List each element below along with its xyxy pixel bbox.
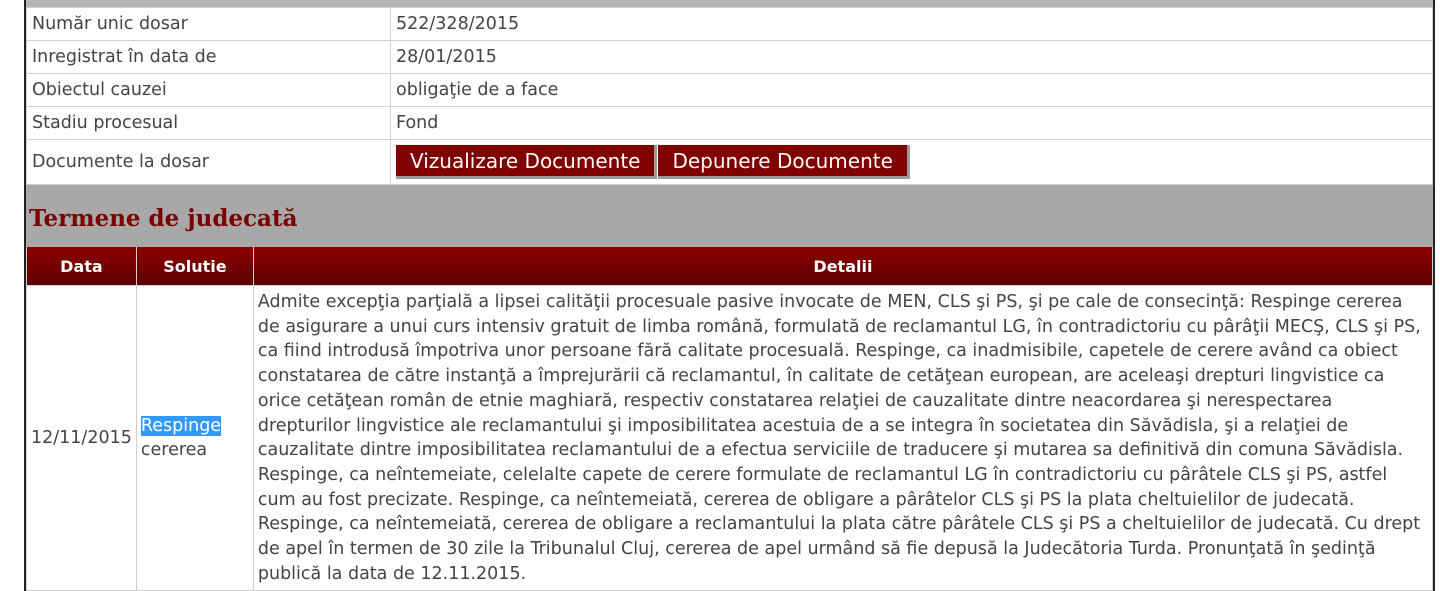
case-object-label: Obiectul cauzei	[27, 74, 391, 107]
case-number-value: 522/328/2015	[391, 8, 1433, 41]
procedural-stage-value: Fond	[391, 107, 1433, 140]
table-row	[27, 286, 1433, 591]
case-object-value: obligaţie de a face	[391, 74, 1433, 107]
hearing-details: Admite excepţia parţială a lipsei calităţii procesuale pasive invocate de MEN, CLS şi PS, şi pe cale de consecinţă: Respinge cererea de asigurare a unui curs intensiv gratuit de limba română, formulată de reclamantul LG, în contradictoriu cu pârâţii MECŞ, CLS şi PS, ca fiind introdusă împotriva unor persoane fără calitate procesuală. Respinge, ca inadmisibile, capetele de cerere având ca obiect constatarea de către instanţă a împrejurării că reclamantul, în calitate de cetăţean european, are aceleaşi drepturi lingvistice ca orice cetăţean român de etnie maghiară, respectiv constatarea relaţiei de cauzalitate dintre neacordarea şi nerespectarea drepturilor lingvistice ale reclamantului şi imposibilitatea acestuia de a se integra în societatea din Săvădisla, şi a relaţiei de cauzalitate dintre imposibilitatea reclamantului de a efectua serviciile de traducere şi mutarea sa definitivă din comuna Săvădisla. Respinge, ca neîntemeiate, celelalte capete de cerere formulate de reclamantul LG în contradictoriu cu pârâtele CLS şi PS, astfel cum au fost precizate. Respinge, ca neîntemeiată, cererea de obligare a pârâtelor CLS şi PS la plata cheltuielilor de judecată. Respinge, ca neîntemeiată, cererea de obligare a reclamantului la plata către pârâtele CLS şi PS a cheltuielilor de judecată. Cu drept de apel în termen de 30 zile la Tribunalul Cluj, cererea de apel urmând să fie depusă la Judecătoria Turda. Pronunţată în şedinţă publică la data de 12.11.2015.	[253, 286, 1432, 591]
details-column-header: Detalii	[253, 247, 1432, 286]
solution-column-header: Solutie	[136, 247, 253, 286]
selected-text[interactable]: Respinge	[140, 416, 222, 437]
info-row	[27, 107, 1433, 140]
date-column-header: Data	[27, 247, 137, 286]
hearings-table	[26, 247, 1433, 591]
case-info-table	[26, 7, 1433, 185]
info-row	[27, 74, 1433, 107]
info-row	[27, 41, 1433, 74]
documents-label: Documente la dosar	[27, 140, 391, 185]
hearings-header-row	[27, 247, 1433, 286]
view-documents-button[interactable]: Vizualizare Documente	[396, 145, 657, 179]
hearing-date: 12/11/2015	[27, 286, 137, 591]
hearings-header	[26, 185, 1433, 247]
documents-actions	[391, 140, 1433, 185]
top-bar	[26, 0, 1433, 7]
case-details-frame	[24, 0, 1435, 591]
case-number-label: Număr unic dosar	[27, 8, 391, 41]
procedural-stage-label: Stadiu procesual	[27, 107, 391, 140]
submit-documents-button[interactable]: Depunere Documente	[658, 145, 909, 179]
solution-text: cererea	[140, 440, 208, 461]
info-row	[27, 140, 1433, 185]
hearing-solution	[136, 286, 253, 591]
registered-date-label: Inregistrat în data de	[27, 41, 391, 74]
hearings-title: Termene de judecată	[29, 205, 298, 232]
info-row	[27, 8, 1433, 41]
registered-date-value: 28/01/2015	[391, 41, 1433, 74]
